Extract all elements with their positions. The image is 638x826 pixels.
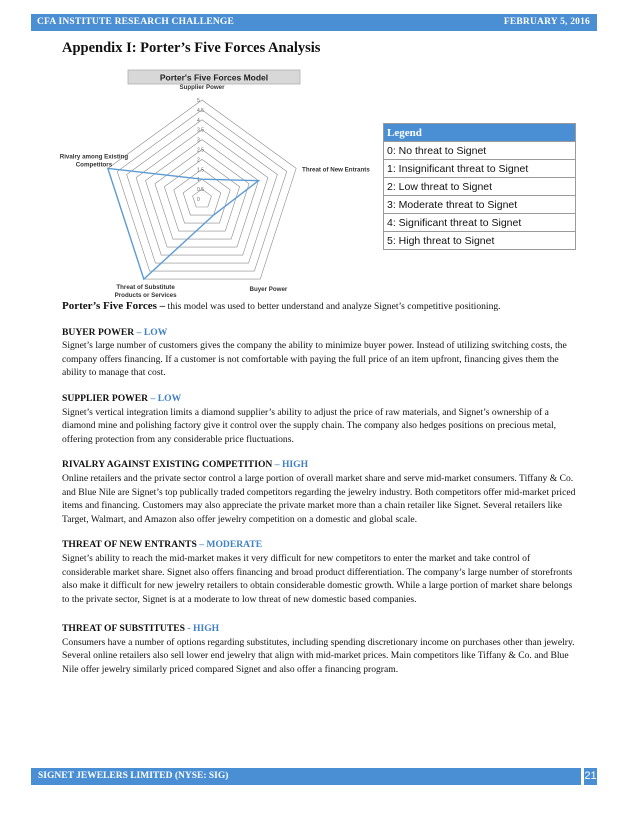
section-text: Signet’s large number of customers gives the company the ability to minimize buyer power. Instead of utilizing switching costs, the company offers financing. If a customer is not comfortable with paying the full price of an item upfront, financing gives them the ability to manage that cost. <box>62 340 567 379</box>
article-body <box>62 300 580 677</box>
threat-level: HIGH <box>193 623 220 635</box>
scale-tick-label: 5 <box>197 98 200 104</box>
heading-text: THREAT OF SUBSTITUTES <box>62 623 185 635</box>
scale-tick-label: 2.5 <box>197 147 204 154</box>
section-rivalry <box>62 458 580 526</box>
section-text: Signet’s ability to reach the mid-market makes it very difficult for new competitors to enter the market and take control of considerable market share. Signet also offers financing and broad product differentiation. The company’s large number of storefronts also make it difficult for new jewelry retailers to obtain considerable domestic growth. While a large portion of market share belongs to the private sector, Signet is at a moderate to low threat of new domestic based companies. <box>62 552 573 605</box>
axis-label: Threat of Substitute <box>116 284 175 292</box>
footer-company: SIGNET JEWELERS LIMITED (NYSE: SIG) <box>38 771 229 781</box>
five-forces-chart <box>60 66 380 320</box>
section-heading: RIVALRY AGAINST EXISTING COMPETITION – HIGH <box>62 459 309 471</box>
scale-tick-label: 3.5 <box>197 127 204 134</box>
page-footer <box>31 768 581 785</box>
intro-label: Porter’s Five Forces – <box>62 300 166 312</box>
scale-tick-label: 4.5 <box>197 107 204 114</box>
section-new-entrants <box>62 538 580 606</box>
legend-item: 4: Significant threat to Signet <box>384 214 576 232</box>
page-header <box>31 14 597 31</box>
section-buyer-power <box>62 326 580 380</box>
scale-tick-label: 0 <box>197 197 200 203</box>
section-supplier-power <box>62 392 580 446</box>
section-text: Signet’s vertical integration limits a diamond supplier’s ability to adjust the price of raw materials, and Signet’s ownership of a diamond mine and polishing factory give it control over the supply chain. The company also hedges positions on precious metal, offering protection from any considerable price fluctuations. <box>62 406 557 445</box>
scale-tick-label: 2 <box>197 157 200 164</box>
chart-title: Porter's Five Forces Model <box>159 72 269 83</box>
scale-tick-label: 1 <box>197 177 200 184</box>
page-number-box <box>583 768 598 785</box>
legend-table <box>383 123 576 250</box>
heading-text: THREAT OF NEW ENTRANTS <box>62 539 197 551</box>
radar-chart-svg <box>60 66 380 320</box>
axis-label: Supplier Power <box>179 84 225 91</box>
scale-tick-label: 3 <box>197 137 200 144</box>
section-substitutes <box>62 622 580 676</box>
axis-label: Products or Services <box>114 292 177 300</box>
legend-item: 2: Low threat to Signet <box>384 178 576 196</box>
scale-tick-label: 4 <box>197 117 200 124</box>
heading-text: SUPPLIER POWER <box>62 392 149 404</box>
section-heading: SUPPLIER POWER – LOW <box>62 392 182 404</box>
intro-paragraph <box>62 300 580 314</box>
threat-level: LOW <box>157 392 182 404</box>
header-left-text: CFA INSTITUTE RESEARCH CHALLENGE <box>37 17 235 27</box>
scale-tick-label: 0.5 <box>197 187 204 194</box>
section-heading: THREAT OF NEW ENTRANTS – MODERATE <box>62 539 263 551</box>
heading-text: BUYER POWER <box>62 326 135 338</box>
page-title: Appendix I: Porter’s Five Forces Analysis <box>62 40 321 56</box>
heading-text: RIVALRY AGAINST EXISTING COMPETITION <box>62 459 273 471</box>
legend-item: 3: Moderate threat to Signet <box>384 196 576 214</box>
threat-level: MODERATE <box>206 539 263 551</box>
threat-level: LOW <box>143 326 168 338</box>
section-heading: BUYER POWER – LOW <box>62 326 168 338</box>
section-heading: THREAT OF SUBSTITUTES - HIGH <box>62 623 220 635</box>
section-text: Online retailers and the private sector control a large portion of overall market share and serve mid-market consumers. Tiffany & Co. and Blue Nile are Signet’s top publically traded competitors regarding the jewelry industry. Both competitors offer mid-market priced items and financing. Customers may also appreciate the private market more than a chain retailer like Signet. Several retailers like Target, Walmart, and Amazon also offer jewelry competition on a domestic and global scale. <box>62 472 576 525</box>
section-text: Consumers have a number of options regarding substitutes, including spending discretionary income on purchases other than jewelry. Several online retailers also sell lower end jewelry that align with mid-market prices. Main competitors like Tiffany & Co. and Blue Nile offer jewelry similarly priced compared Signet and also offer a financing program. <box>62 636 575 676</box>
intro-text: this model was used to better understand and analyze Signet’s competitive positioning. <box>165 301 501 312</box>
axis-label: Competitors <box>75 161 113 169</box>
axis-label: Buyer Power <box>249 286 288 294</box>
axis-label: Threat of New Entrants <box>302 166 370 174</box>
axis-label: Rivalry among Existing <box>60 153 129 161</box>
scale-tick-label: 1.5 <box>197 167 204 174</box>
legend-title: Legend <box>384 124 576 142</box>
legend-item: 5: High threat to Signet <box>384 232 576 250</box>
header-date: FEBRUARY 5, 2016 <box>503 17 590 27</box>
grid-ring <box>183 179 221 215</box>
threat-level: HIGH <box>281 459 309 471</box>
page-number: 21 <box>584 768 597 785</box>
legend-item: 1: Insignificant threat to Signet <box>384 160 576 178</box>
legend-item: 0: No threat to Signet <box>384 142 576 160</box>
